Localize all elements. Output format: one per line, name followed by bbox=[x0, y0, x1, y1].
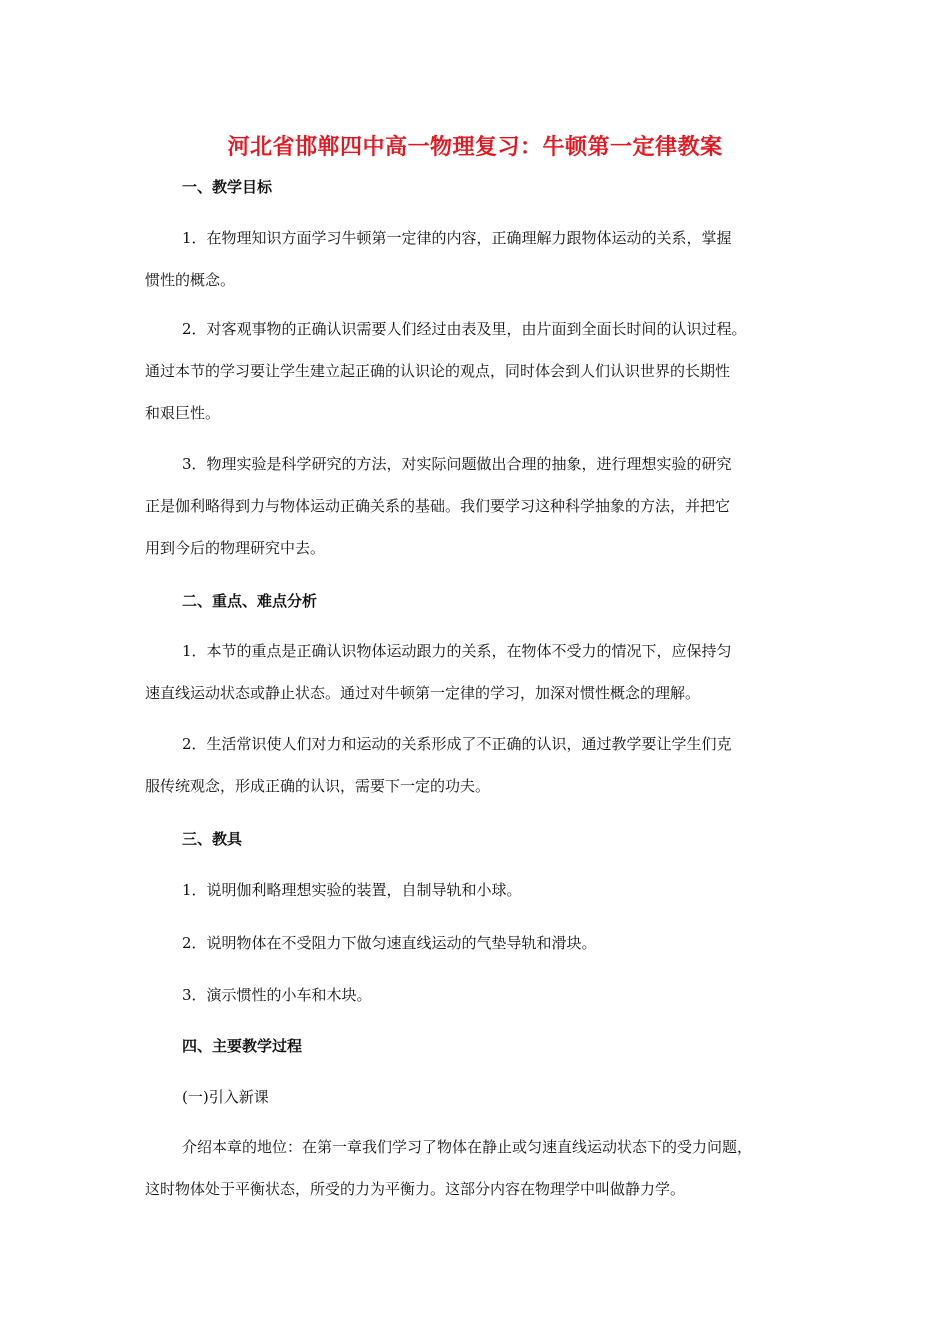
subheading: (一)引入新课 bbox=[182, 1088, 269, 1106]
paragraph bbox=[145, 443, 815, 569]
list-item: 1．说明伽利略理想实验的装置，自制导轨和小球。 bbox=[182, 881, 522, 899]
text-line: 2．对客观事物的正确认识需要人们经过由表及里，由片面到全面长时间的认识过程。 bbox=[182, 320, 747, 338]
document-title: 河北省邯郸四中高一物理复习：牛顿第一定律教案 bbox=[227, 135, 723, 160]
text-line: 用到今后的物理研究中去。 bbox=[145, 539, 326, 557]
text-line: 惯性的概念。 bbox=[145, 271, 236, 289]
text-line: 这时物体处于平衡状态，所受的力为平衡力。这部分内容在物理学中叫做静力学。 bbox=[145, 1180, 686, 1198]
text-line: 3．物理实验是科学研究的方法，对实际问题做出合理的抽象，进行理想实验的研究 bbox=[182, 455, 732, 473]
section-heading-equipment: 三、教具 bbox=[182, 830, 243, 848]
paragraph bbox=[145, 1126, 815, 1210]
text-line: 1．本节的重点是正确认识物体运动跟力的关系，在物体不受力的情况下，应保持匀 bbox=[182, 642, 732, 660]
section-heading-objectives: 一、教学目标 bbox=[182, 178, 273, 196]
text-line: 速直线运动状态或静止状态。通过对牛顿第一定律的学习，加深对惯性概念的理解。 bbox=[145, 684, 701, 702]
text-line: 介绍本章的地位：在第一章我们学习了物体在静止或匀速直线运动状态下的受力问题， bbox=[182, 1138, 753, 1156]
paragraph bbox=[145, 217, 815, 301]
paragraph bbox=[145, 308, 815, 434]
list-item: 3．演示惯性的小车和木块。 bbox=[182, 986, 372, 1004]
text-line: 服传统观念，形成正确的认识，需要下一定的功夫。 bbox=[145, 777, 491, 795]
paragraph bbox=[145, 630, 815, 714]
text-line: 1．在物理知识方面学习牛顿第一定律的内容，正确理解力跟物体运动的关系，掌握 bbox=[182, 229, 732, 247]
text-line: 通过本节的学习要让学生建立起正确的认识论的观点，同时体会到人们认识世界的长期性 bbox=[145, 362, 731, 380]
text-line: 2．生活常识使人们对力和运动的关系形成了不正确的认识，通过教学要让学生们克 bbox=[182, 735, 732, 753]
paragraph bbox=[145, 723, 815, 807]
section-heading-key-points: 二、重点、难点分析 bbox=[182, 592, 318, 610]
text-line: 正是伽利略得到力与物体运动正确关系的基础。我们要学习这种科学抽象的方法，并把它 bbox=[145, 497, 731, 515]
section-heading-process: 四、主要教学过程 bbox=[182, 1037, 303, 1055]
list-item: 2．说明物体在不受阻力下做匀速直线运动的气垫导轨和滑块。 bbox=[182, 934, 597, 952]
text-line: 和艰巨性。 bbox=[145, 404, 221, 422]
